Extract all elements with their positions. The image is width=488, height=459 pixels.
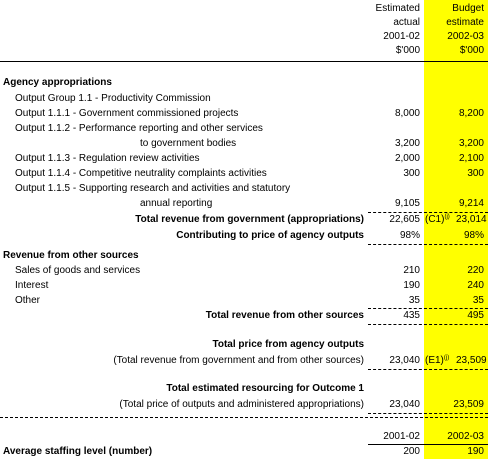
est-sales: 210 bbox=[403, 265, 420, 276]
rule-total-other bbox=[368, 324, 488, 325]
bud-value-1-1-4: 300 bbox=[467, 168, 484, 179]
price-label: Total price from agency outputs bbox=[212, 339, 364, 350]
rule-price bbox=[368, 369, 488, 370]
bud-header-unit: $'000 bbox=[459, 45, 484, 56]
resourcing-label: Total estimated resourcing for Outcome 1 bbox=[166, 383, 364, 394]
staff-bud-year: 2002-03 bbox=[447, 431, 484, 442]
staff-bud-value: 190 bbox=[467, 446, 484, 457]
est-resourcing: 23,040 bbox=[389, 399, 420, 410]
row-label-1-1-3: Output 1.1.3 - Regulation review activities bbox=[15, 153, 200, 164]
staff-est-year: 2001-02 bbox=[383, 431, 420, 442]
note-c1: $(C1)^{(j)}$ bbox=[425, 214, 450, 225]
bud-total-other: 495 bbox=[467, 310, 484, 321]
bud-price: 23,509 bbox=[456, 355, 487, 366]
est-header-year: 2001-02 bbox=[383, 31, 420, 42]
est-total-gov: 22,605 bbox=[389, 214, 420, 225]
subtotal-rule-other bbox=[368, 308, 488, 309]
row-label-1-1-4: Output 1.1.4 - Competitive neutrality complaints activities bbox=[15, 168, 267, 179]
bud-sales: 220 bbox=[467, 265, 484, 276]
row-label-1-1-2: Output 1.1.2 - Performance reporting and other services bbox=[15, 123, 263, 134]
rule-resourcing bbox=[368, 413, 488, 414]
est-value-1-1-3: 2,000 bbox=[394, 153, 420, 164]
bud-header-line1: Budget bbox=[452, 3, 484, 14]
total-gov-label: Total revenue from government (appropriations) bbox=[135, 214, 364, 225]
bud-header-line2: estimate bbox=[446, 17, 484, 28]
contrib-label: Contributing to price of agency outputs bbox=[176, 230, 364, 241]
row-label-1-1-1: Output 1.1.1 - Government commissioned projects bbox=[15, 108, 239, 119]
total-other-label: Total revenue from other sources bbox=[205, 310, 364, 321]
bud-interest: 240 bbox=[467, 280, 484, 291]
bud-other: 35 bbox=[472, 295, 484, 306]
bud-value-1-1-5: 9,214 bbox=[458, 198, 484, 209]
est-value-1-1-4: 300 bbox=[403, 168, 420, 179]
output-group-label: Output Group 1.1 - Productivity Commission bbox=[15, 93, 211, 104]
row-label-other: Other bbox=[15, 295, 41, 306]
rule-staffing bbox=[368, 444, 488, 445]
staffing-label: Average staffing level (number) bbox=[3, 446, 153, 457]
bud-total-gov: 23,014 bbox=[456, 214, 487, 225]
section-heading-other: Revenue from other sources bbox=[3, 250, 139, 261]
rule-contrib bbox=[368, 244, 488, 245]
staff-est-value: 200 bbox=[403, 446, 420, 457]
est-total-other: 435 bbox=[403, 310, 420, 321]
bud-value-1-1-2: 3,200 bbox=[458, 138, 484, 149]
est-header-line1: Estimated bbox=[375, 3, 420, 14]
bud-value-1-1-1: 8,200 bbox=[458, 108, 484, 119]
subtotal-rule-agency bbox=[368, 212, 488, 213]
note-e1: $(E1)^{(j)}$ bbox=[425, 355, 450, 366]
est-value-1-1-5: 9,105 bbox=[394, 198, 420, 209]
bud-header-year: 2002-03 bbox=[447, 31, 484, 42]
row-label-1-1-5: Output 1.1.5 - Supporting research and activities and statutory bbox=[15, 183, 291, 194]
resourcing-sublabel: (Total price of outputs and administered appropriations) bbox=[119, 399, 364, 410]
price-sublabel: (Total revenue from government and from other sources) bbox=[113, 355, 364, 366]
row-label-interest: Interest bbox=[15, 280, 49, 291]
row-label-1-1-5-cont: annual reporting bbox=[140, 198, 213, 209]
row-label-1-1-2-cont: to government bodies bbox=[140, 138, 237, 149]
section-separator bbox=[0, 417, 488, 418]
bud-value-1-1-3: 2,100 bbox=[458, 153, 484, 164]
est-interest: 190 bbox=[403, 280, 420, 291]
section-heading-agency: Agency appropriations bbox=[3, 77, 112, 88]
header-rule bbox=[0, 61, 488, 62]
est-header-unit: $'000 bbox=[395, 45, 420, 56]
bud-resourcing: 23,509 bbox=[453, 399, 484, 410]
est-other: 35 bbox=[408, 295, 420, 306]
est-price: 23,040 bbox=[389, 355, 420, 366]
row-label-sales: Sales of goods and services bbox=[15, 265, 141, 276]
est-header-line2: actual bbox=[393, 17, 420, 28]
bud-contrib: 98% bbox=[463, 230, 484, 241]
est-value-1-1-1: 8,000 bbox=[394, 108, 420, 119]
est-value-1-1-2: 3,200 bbox=[394, 138, 420, 149]
est-contrib: 98% bbox=[399, 230, 420, 241]
